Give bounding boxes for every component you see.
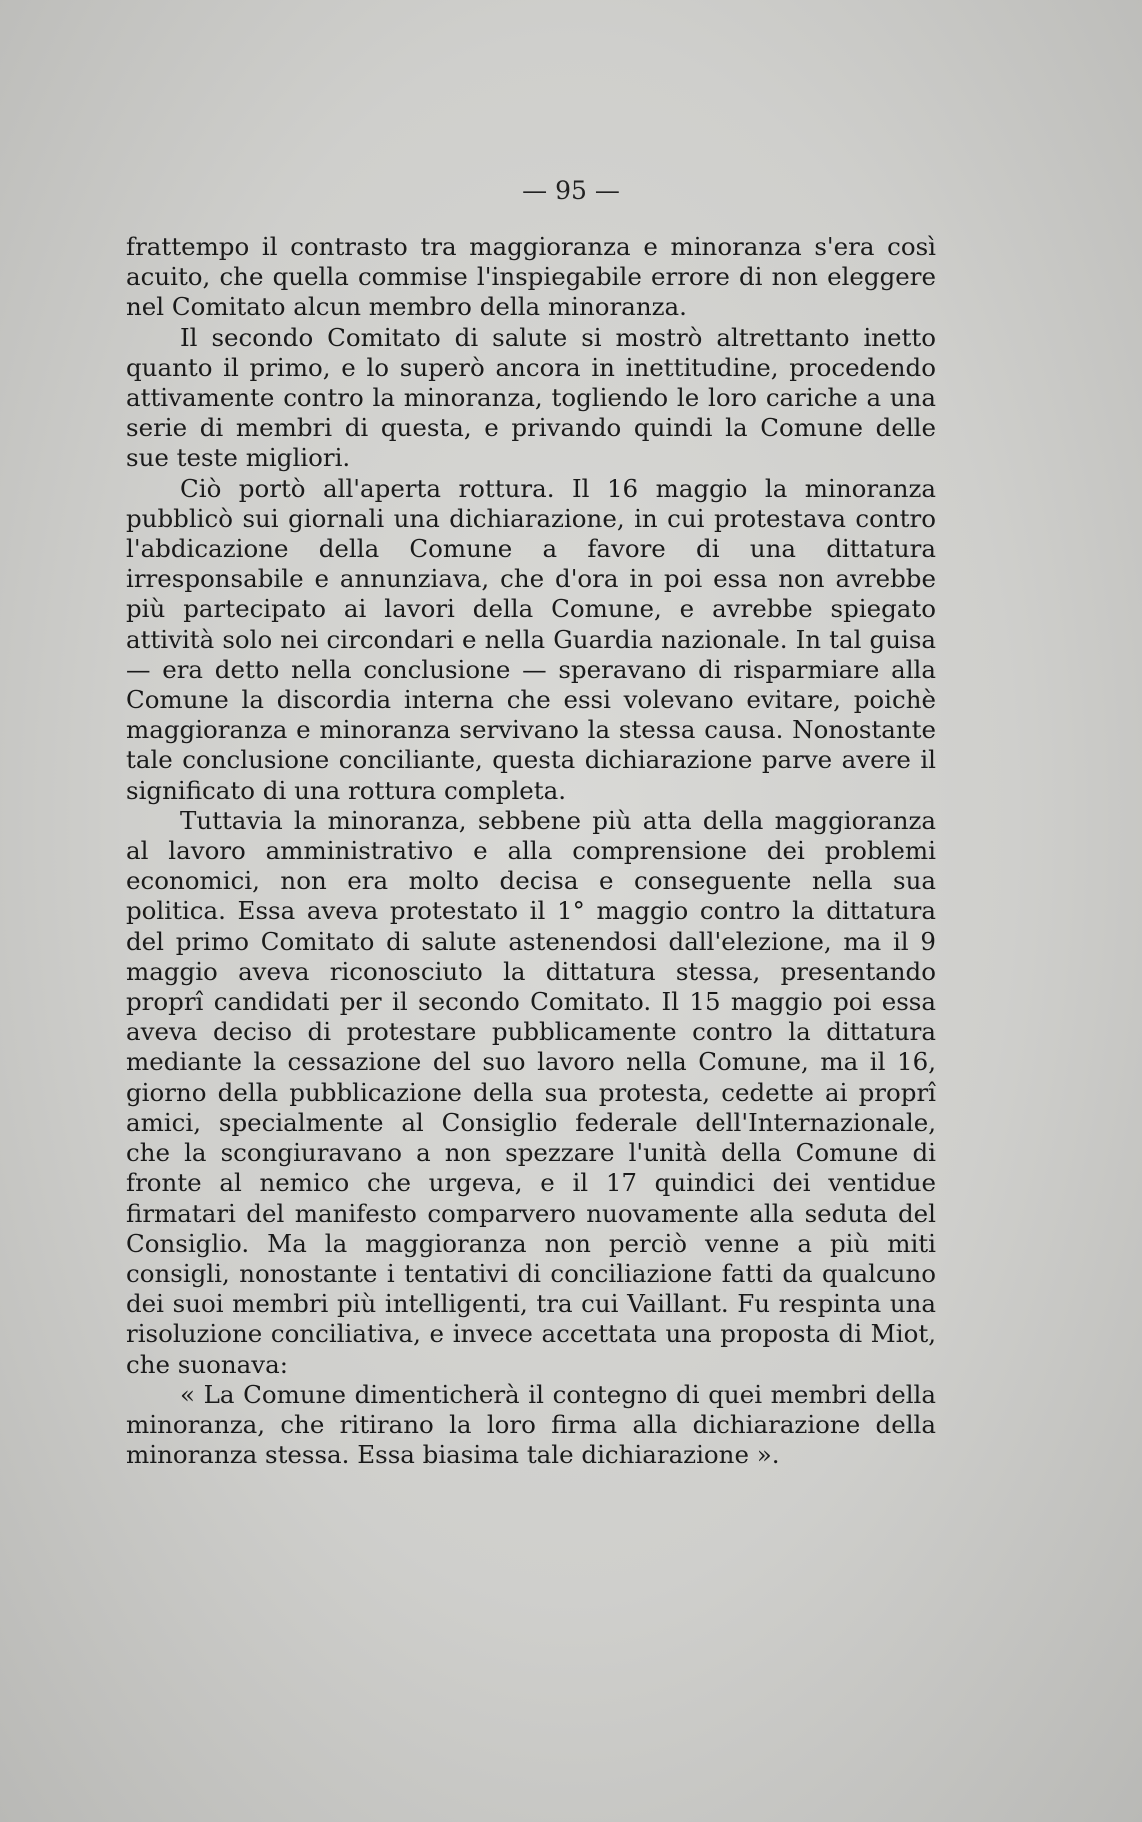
paragraph-open-rupture: Ciò portò all'aperta rottura. Il 16 maggio la minoranza pubblicò sui giornali una dichiarazione, in cui protestava contro l'abdicazione della Comune a favore di una dittatura irresponsabile e annunziava, che d'ora in poi essa non avrebbe più partecipato ai lavori della Comune, e avrebbe spiegato attività solo nei circondari e nella Guardia nazionale. In tal guisa — era detto nella conclusione — speravano di risparmiare alla Comune la discordia interna che essi volevano evitare, poichè maggioranza e minoranza servivano la stessa causa. Nonostante tale conclusione conciliante, questa dichiarazione parve avere il significato di una rottura completa. — [126, 473, 936, 805]
paragraph-miot-quote: « La Comune dimenticherà il contegno di quei membri della minoranza, che ritirano la loro firma alla dichiarazione della minoranza stessa. Essa biasima tale dichiarazione ». — [126, 1379, 936, 1470]
paragraph-minority-politics: Tuttavia la minoranza, sebbene più atta della maggioranza al lavoro amministrativo e alla comprensione dei problemi economici, non era molto decisa e conseguente nella sua politica. Essa aveva protestato il 1° maggio contro la dittatura del primo Comitato di salute astenendosi dall'elezione, ma il 9 maggio aveva riconosciuto la dittatura stessa, presentando proprî candidati per il secondo Comitato. Il 15 maggio poi essa aveva deciso di protestare pubblicamente contro la dittatura mediante la cessazione del suo lavoro nella Comune, ma il 16, giorno della pubblicazione della sua protesta, cedette ai proprî amici, specialmente al Consiglio federale dell'Internazionale, che la scongiuravano a non spezzare l'unità della Comune di fronte al nemico che urgeva, e il 17 quindici dei ventidue firmatari del manifesto comparvero nuovamente alla seduta del Consiglio. Ma la maggioranza non perciò venne a più miti consigli, nonostante i tentativi di conciliazione fatti da qualcuno dei suoi membri più intelligenti, tra cui Vaillant. Fu respinta una risoluzione conciliativa, e invece accettata una proposta di Miot, che suonava: — [126, 805, 936, 1379]
paragraph-second-committee: Il secondo Comitato di salute si mostrò altrettanto inetto quanto il primo, e lo superò ancora in inettitudine, procedendo attivamente contro la minoranza, togliendo le loro cariche a una serie di membri di questa, e privando quindi la Comune delle sue teste migliori. — [126, 322, 936, 473]
body-text — [126, 232, 936, 1470]
page-number: — 95 — — [522, 176, 620, 205]
paragraph-continuation: frattempo il contrasto tra maggioranza e minoranza s'era così acuito, che quella commise l'inspiegabile errore di non eleggere nel Comitato alcun membro della minoranza. — [126, 232, 936, 322]
